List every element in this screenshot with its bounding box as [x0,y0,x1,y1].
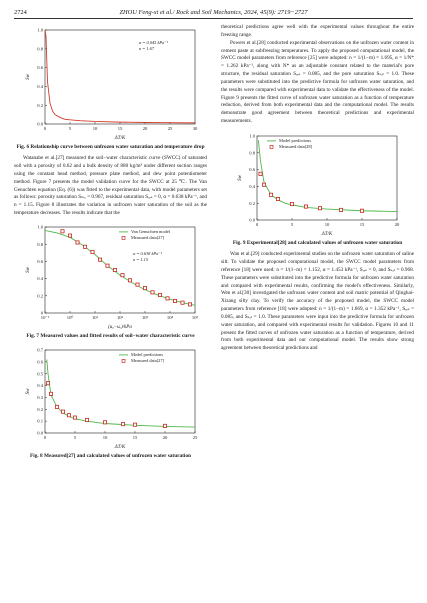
figure-7-chart [21,221,201,331]
y-tick-label: 0.6 [36,258,43,264]
y-tick-label: 0.6 [36,65,43,71]
data-point [75,241,78,244]
data-point [60,230,63,233]
body-paragraph: Wan et al.[29] conducted experimental studies on the unfrozen water saturation of saline silt. To validate the proposed computational model, the SWCC model parameters from reference [18] were used: n = 1/(1−m) = 1.152, α = 1.453 kPa⁻¹, Sᵣₑₛ = 0, and Sₛₐₜ = 0.968. These parameters were substituted into the predictive formula for unfrozen water saturation and compared with experimental results, confirming the model's effectiveness. Similarly, Wen et al.[30] investigated the unfrozen water content and soil matric potential of Qinghai-Xizang silty clay. To verify the accuracy of the proposed model, the SWCC model parameters from reference [18] were adopted: n = 1/(1−m) = 1.669, α = 1.352 kPa⁻¹, Sᵣₑₛ = 0.085, and Sₛₐₜ = 1.0. These parameters were input into the predictive formula for unfrozen water saturation, and compared with experimental results for validation. Figures 10 and 11 present the fitted curves of unfrozen water saturation as a function of temperature, derived from both experimental data and our computational model. The results show strong agreement between theoretical predictions and [221,251,414,352]
series-line [45,30,195,123]
data-point [121,423,124,426]
data-point [163,424,166,427]
data-point [262,183,265,186]
x-tick-label: 10⁴ [166,314,173,320]
y-tick-label: 0.6 [248,167,255,173]
x-tick-label: 10⁻¹ [40,314,49,320]
figure-9-caption: Fig. 9 Experimental[28] and calculated values of unfrozen water saturation [232,239,403,246]
x-axis-label: (uₐ−uᵥ)/kPa [107,324,132,330]
data-point [105,264,108,267]
y-tick-label: 0.8 [248,150,255,156]
y-tick-label: 0.7 [36,347,43,353]
y-tick-label: 0.8 [36,46,43,52]
y-tick-label: 1.0 [36,224,43,230]
x-tick-label: 10 [92,126,97,131]
data-point [143,286,146,289]
y-axis-label: Sw [25,388,31,395]
x-tick-label: 10⁰ [66,314,73,320]
data-point [73,416,76,419]
x-tick-label: 0 [43,126,46,131]
y-tick-label: 0.8 [36,241,43,247]
legend-label: Measured data[28] [278,143,312,149]
right-column [221,24,414,353]
x-axis-label: ΔT/K [321,231,332,237]
x-tick-label: 10 [324,221,329,227]
figure-6-caption: Fig. 6 Relationship curve between unfrozen water saturation and temperature drop [16,144,205,150]
legend-label: Measured data[27] [130,234,164,240]
x-tick-label: 20 [142,126,147,131]
data-point [165,297,168,300]
data-point [98,258,101,261]
data-point [135,283,138,286]
data-point [68,234,71,237]
x-tick-label: 5 [68,126,71,131]
data-point [61,410,64,413]
y-tick-label: 0.6 [36,359,43,365]
data-point [103,421,106,424]
body-paragraph: theoretical predictions agree well with the experimental values throughout the entire freezing range. [221,24,414,38]
series-line [45,230,195,305]
figure-8-caption: Fig. 8 Measured[27] and calculated values of unfrozen water saturation [30,453,191,460]
data-point [158,293,161,296]
left-column [14,24,207,464]
y-tick-label: 0.5 [36,371,43,377]
data-point [90,250,93,253]
y-tick-label: 0.1 [36,418,43,424]
data-point [276,197,279,200]
data-point [304,205,307,208]
data-point [120,274,123,277]
data-point [85,419,88,422]
x-tick-label: 0 [43,435,46,441]
legend-marker [122,360,125,363]
data-point [55,405,58,408]
figure-9-chart [233,130,403,238]
data-point [339,208,342,211]
figure-6-chart [21,24,201,142]
data-point [258,172,261,175]
y-tick-label: 0.4 [36,276,43,282]
chart-annotation: n = 1.67 [138,46,154,51]
y-tick-label: 0.2 [36,293,43,299]
body-paragraph: Powers et al.[28] conducted experimental observations on the unfrozen water content in cement paste at subfreezing temperatures. To apply the proposed computational model, the SWCC model parameters from reference [25] were adopted: n = 1/(1−m) = 1.695, α = 1/N* = 1.262 kPa⁻¹, along with N* as an adjustable constant related to the material's pore structure, the residual saturation Sᵣₑₛ = 0.085, and the pore saturation Sₛₐₜ = 1.0. These parameters were substituted into the predictive formula for unfrozen water saturation, and the results were compared with experimental data to validate the effectiveness of the model. Figure 9 presents the fitted curve of unfrozen water saturation as a function of temperature reduction, derived from both experimental data and the computational model. The results demonstrate good agreement between theoretical predictions and experimental measurements. [221,39,414,125]
data-point [173,299,176,302]
data-point [113,268,116,271]
figure-7-caption: Fig. 7 Measured values and fitted results of soil−water characteristic curve [26,332,195,339]
y-tick-label: 0 [40,310,43,316]
running-title: ZHOU Feng-xi et al./ Rock and Soil Mechanics, 2024, 45(9): 2719−2727 [119,8,308,16]
data-point [150,291,153,294]
chart-annotation: n = 1.15 [132,256,148,262]
legend-marker [122,236,125,239]
x-tick-label: 5 [73,435,76,441]
y-tick-label: 1.0 [248,133,255,139]
x-tick-label: 15 [117,126,122,131]
y-tick-label: 0.0 [248,217,255,223]
legend-marker [270,145,273,148]
x-tick-label: 15 [359,221,364,227]
data-point [49,392,52,395]
y-axis-label: Sw [25,267,31,273]
data-point [133,423,136,426]
data-point [318,207,321,210]
y-tick-label: 0.4 [248,183,255,189]
chart-annotation: α = 0.045 kPa⁻¹ [138,40,168,45]
y-axis-label: Sw [25,74,31,80]
x-tick-label: 0 [255,221,258,227]
chart-annotation: α = 0.638 kPa⁻¹ [132,250,162,256]
x-axis-label: ΔT/K [114,445,125,451]
x-tick-label: 10 [102,435,107,441]
legend-label: Model predictions [130,352,163,358]
y-tick-label: 0.4 [36,383,43,389]
legend-label: Van Genuchten model [130,228,170,234]
data-point [128,279,131,282]
y-tick-label: 0.2 [248,200,255,206]
running-header [14,6,413,19]
x-axis-label: ΔT/K [114,136,125,141]
y-tick-label: 0.2 [36,102,43,108]
data-point [83,245,86,248]
data-point [360,209,363,212]
x-tick-label: 25 [192,435,197,441]
x-tick-label: 10⁵ [191,314,198,320]
data-point [290,202,293,205]
data-point [46,382,49,385]
y-tick-label: 0.0 [36,430,43,436]
plot-frame [45,30,195,124]
x-tick-label: 20 [394,221,399,227]
x-tick-label: 30 [192,126,197,131]
legend-label: Model predictions [278,137,311,143]
y-tick-label: 0.3 [36,395,43,401]
x-tick-label: 10¹ [91,314,98,320]
x-tick-label: 5 [290,221,293,227]
y-axis-label: Sw [237,175,243,181]
data-point [269,193,272,196]
body-paragraph: Watanabe et al.[27] measured the soil−water characteristic curve (SWCC) of saturated soil with a porosity of 0.62 and a bulk density of 880 kg/m³ under different suction ranges using the constant head method, pressure plate method, and dew point potentiometer method. Figure 7 presents the model validation curve for the SWCC at 25 ℃. The Van Genuchten equation (Eq. (6)) was fitted to the experimental data, with model parameters set as follows: porosity saturation Sₘₐ = 0.967, residual saturation Sᵣₑₛ = 0, α = 0.638 kPa⁻¹, and n = 1.15. Figure 8 illustrates the variation in unfrozen water saturation of the soil as the temperature decreases. The results indicate that the [14,155,207,217]
x-tick-label: 25 [167,126,172,131]
plot-frame [257,136,397,220]
x-tick-label: 20 [162,435,167,441]
data-point [180,301,183,304]
y-tick-label: 0.4 [36,84,43,89]
legend-label: Measured data[27] [130,358,164,364]
page-number: 2724 [14,8,27,16]
data-point [67,414,70,417]
data-point [188,303,191,306]
plot-frame [45,350,195,433]
y-tick-label: 1.0 [36,27,43,33]
x-tick-label: 10³ [141,314,148,320]
x-tick-label: 15 [132,435,137,441]
y-tick-label: 0.0 [36,121,43,127]
x-tick-label: 10² [116,314,123,320]
figure-8-chart [21,344,201,451]
y-tick-label: 0.2 [36,407,43,413]
